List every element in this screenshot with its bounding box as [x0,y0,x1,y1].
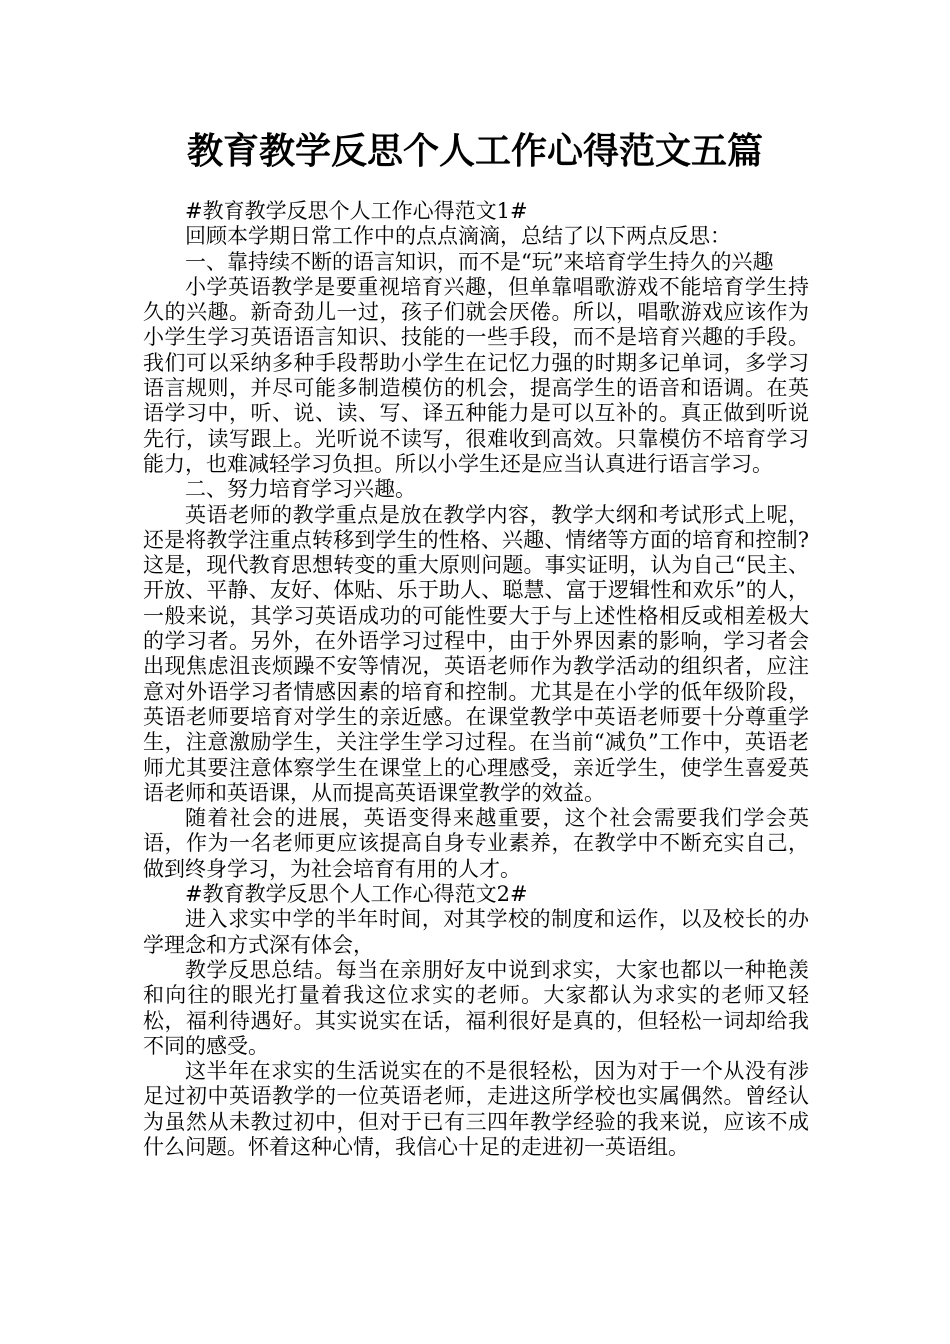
subheading: 一、靠持续不断的语言知识，而不是“玩”来培育学生持久的兴趣 [185,249,774,274]
document-body [143,199,809,1160]
paragraph: 英语老师的教学重点是放在教学内容，教学大纲和考试形式上呢，还是将教学注重点转移到学生的性格、兴趣、情绪等方面的培育和控制?这是，现代教育思想转变的重大原则问题。事实证明，认为自己“民主、开放、平静、友好、体贴、乐于助人、聪慧、富于逻辑性和欢乐”的人，一般来说，其学习英语成功的可能性要大于与上述性格相反或相差极大的学习者。另外，在外语学习过程中，由于外界因素的影响，学习者会出现焦虑沮丧烦躁不安等情况，英语老师作为教学活动的组织者，应注意对外语学习者情感因素的培育和控制。尤其是在小学的低年级阶段，英语老师要培育对学生的亲近感。在课堂教学中英语老师要十分尊重学生，注意激励学生，关注学生学习过程。在当前“减负”工作中，英语老师尤其要注意体察学生在课堂上的心理感受，亲近学生，使学生喜爱英语老师和英语课，从而提高英语课堂教学的效益。 [143,502,809,805]
paragraph: 进入求实中学的半年时间，对其学校的制度和运作，以及校长的办学理念和方式深有体会， [143,907,809,957]
section-heading-1: #教育教学反思个人工作心得范文1# [185,199,528,223]
section-heading-2: #教育教学反思个人工作心得范文2# [185,882,528,907]
paragraph: 随着社会的进展，英语变得来越重要，这个社会需要我们学会英语，作为一名老师更应该提高自身专业素养，在教学中不断充实自己，做到终身学习，为社会培育有用的人才。 [143,806,809,881]
document-title: 教育教学反思个人工作心得范文五篇 [186,131,763,172]
paragraph: 教学反思总结。每当在亲朋好友中说到求实，大家也都以一种艳羡和向往的眼光打量着我这位求实的老师。大家都认为求实的老师又轻松，福利待遇好。其实说实在话，福利很好是真的，但轻松一词却给我不同的感受。 [143,957,809,1058]
paragraph: 这半年在求实的生活说实在的不是很轻松，因为对于一个从没有涉足过初中英语教学的一位英语老师，走进这所学校也实属偶然。曾经认为虽然从未教过初中，但对于已有三四年教学经验的我来说，应该不成什么问题。怀着这种心情，我信心十足的走进初一英语组。 [143,1059,809,1159]
paragraph: 回顾本学期日常工作中的点点滴滴，总结了以下两点反思： [185,224,731,249]
paragraph: 小学英语教学是要重视培育兴趣，但单靠唱歌游戏不能培育学生持久的兴趣。新奇劲儿一过，孩子们就会厌倦。所以，唱歌游戏应该作为小学生学习英语语言知识、技能的一些手段，而不是培育兴趣的手段。我们可以采纳多种手段帮助小学生在记忆力强的时期多记单词，多学习语言规则，并尽可能多制造模仿的机会，提高学生的语音和语调。在英语学习中，听、说、读、写、译五种能力是可以互补的。真正做到听说先行，读写跟上。光听说不读写，很难收到高效。只靠模仿不培育学习能力，也难减轻学习负担。所以小学生还是应当认真进行语言学习。 [143,274,809,476]
subheading: 二、努力培育学习兴趣。 [185,477,416,502]
